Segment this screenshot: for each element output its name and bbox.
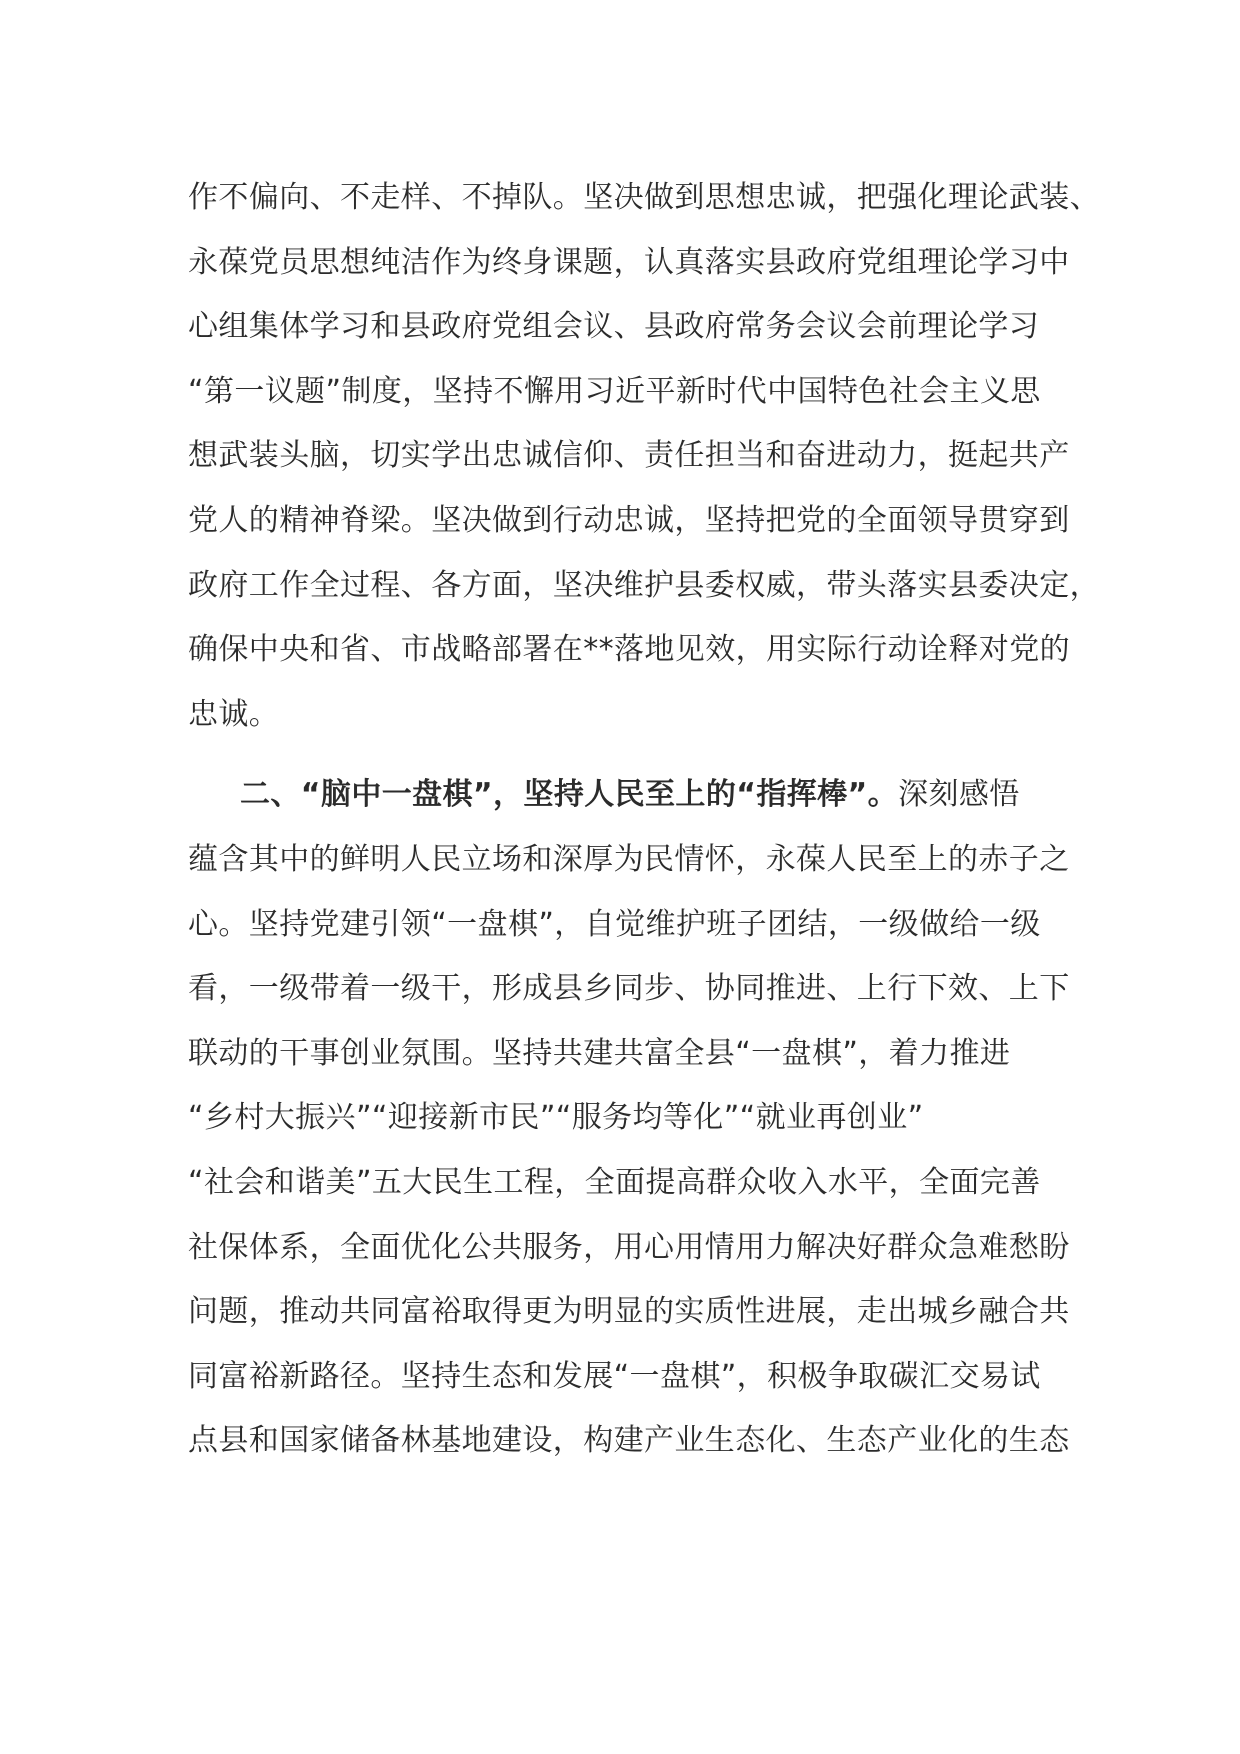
paragraph-line-rest: 深刻感悟 bbox=[898, 777, 1020, 813]
paragraph-line: 社保体系，全面优化公共服务，用心用情用力解决好群众急难愁盼 bbox=[188, 1229, 1070, 1265]
paragraph-2 bbox=[188, 763, 1088, 1474]
paragraph-line: 党人的精神脊梁。坚决做到行动忠诚，坚持把党的全面领导贯穿到 bbox=[188, 502, 1070, 538]
paragraph-1 bbox=[188, 166, 1100, 747]
paragraph-line: 想武装头脑，切实学出忠诚信仰、责任担当和奋进动力，挺起共产 bbox=[188, 438, 1070, 474]
paragraph-line: 蕴含其中的鲜明人民立场和深厚为民情怀，永葆人民至上的赤子之 bbox=[188, 841, 1070, 877]
paragraph-line: “第一议题”制度，坚持不懈用习近平新时代中国特色社会主义思 bbox=[188, 373, 1041, 409]
paragraph-line: 心组集体学习和县政府党组会议、县政府常务会议会前理论学习 bbox=[188, 309, 1040, 345]
document-body bbox=[188, 166, 1100, 1474]
paragraph-line: 问题，推动共同富裕取得更为明显的实质性进展，走出城乡融合共 bbox=[188, 1294, 1070, 1330]
paragraph-line: 忠诚。 bbox=[188, 696, 280, 732]
paragraph-line: 联动的干事创业氛围。坚持共建共富全县“一盘棋”，着力推进 bbox=[188, 1035, 1011, 1071]
paragraph-line: “乡村大振兴”“迎接新市民”“服务均等化”“就业再创业” bbox=[188, 1100, 924, 1136]
paragraph-first-line bbox=[188, 763, 1088, 828]
paragraph-line: 看，一级带着一级干，形成县乡同步、协同推进、上行下效、上下 bbox=[188, 971, 1070, 1007]
paragraph-line: 同富裕新路径。坚持生态和发展“一盘棋”，积极争取碳汇交易试 bbox=[188, 1358, 1041, 1394]
paragraph-line: 心。坚持党建引领“一盘棋”，自觉维护班子团结，一级做给一级 bbox=[188, 906, 1041, 942]
section-heading: 二、“脑中一盘棋”，坚持人民至上的“指挥棒”。 bbox=[240, 777, 899, 813]
paragraph-line: 永葆党员思想纯洁作为终身课题，认真落实县政府党组理论学习中 bbox=[188, 244, 1070, 280]
paragraph-line: “社会和谐美”五大民生工程，全面提高群众收入水平，全面完善 bbox=[188, 1164, 1041, 1200]
paragraph-line: 确保中央和省、市战略部署在**落地见效，用实际行动诠释对党的 bbox=[188, 632, 1070, 668]
paragraph-line: 作不偏向、不走样、不掉队。坚决做到思想忠诚，把强化理论武装、 bbox=[188, 180, 1100, 215]
paragraph-line: 点县和国家储备林基地建设，构建产业生态化、生态产业化的生态 bbox=[188, 1423, 1070, 1459]
paragraph-line: 政府工作全过程、各方面，坚决维护县委权威，带头落实县委决定， bbox=[188, 567, 1100, 603]
